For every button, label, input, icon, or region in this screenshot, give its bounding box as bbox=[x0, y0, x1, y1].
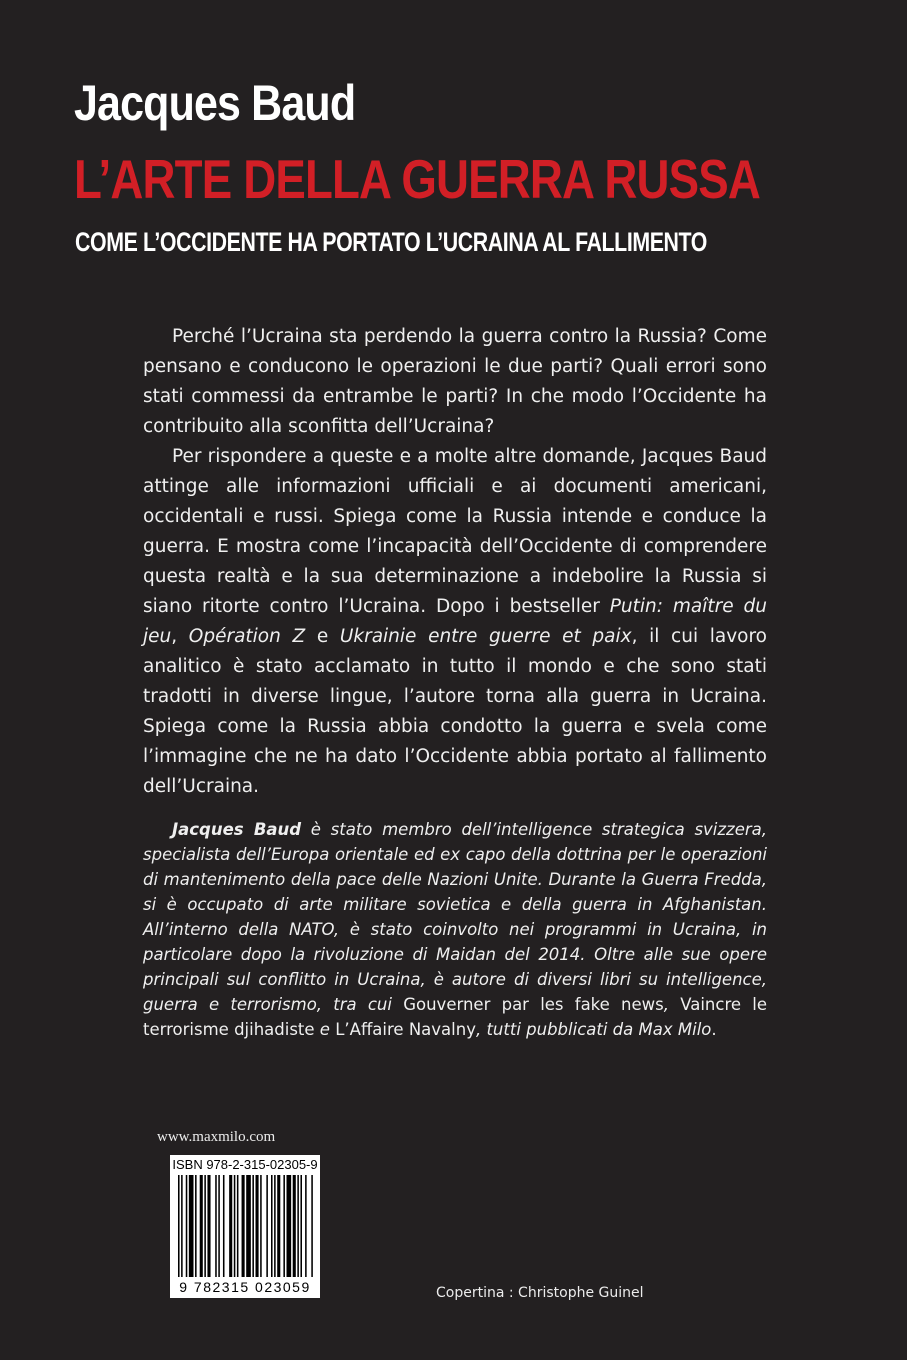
publisher-name: Max Milo bbox=[638, 1020, 712, 1039]
author-bio bbox=[143, 817, 767, 1042]
book-reference: Gouverner par les fake news bbox=[403, 995, 664, 1014]
barcode-bar bbox=[283, 1175, 285, 1277]
blurb-text: , il cui lavoro analitico è stato acclamato in tutto il mondo e che sono stati tradotti in diverse lingue, l’autore torna alla guerra in Ucraina. Spiega come la Russia abbia condotto la guerra e svela come l’immagine che ne ha dato l’Occidente abbia portato al fallimento dell’Ucraina. bbox=[143, 626, 767, 797]
book-reference: L’Affaire Navalny bbox=[335, 1020, 476, 1039]
barcode-bar bbox=[189, 1175, 194, 1277]
barcode-bar bbox=[178, 1175, 180, 1277]
barcode-bar bbox=[186, 1175, 188, 1277]
barcode-bar bbox=[237, 1175, 239, 1277]
barcode-bar bbox=[218, 1175, 220, 1277]
barcode-bar bbox=[271, 1175, 273, 1277]
publisher-website: www.maxmilo.com bbox=[157, 1129, 276, 1145]
book-reference: Opération Z bbox=[188, 626, 306, 647]
barcode-bar bbox=[246, 1175, 251, 1277]
book-subtitle: COME L’OCCIDENTE HA PORTATO L’UCRAINA AL FALLIMENTO bbox=[75, 227, 708, 257]
cover-credit: Copertina : Christophe Guinel bbox=[436, 1285, 644, 1301]
bio-text: , tutti pubblicati da bbox=[475, 1020, 639, 1039]
barcode-number: 9 782315 023059 bbox=[179, 1279, 311, 1295]
author-name: Jacques Baud bbox=[74, 75, 356, 131]
barcode-bar bbox=[204, 1175, 206, 1277]
barcode-bar bbox=[287, 1175, 292, 1277]
isbn-label: ISBN 978-2-315-02305-9 bbox=[172, 1157, 318, 1172]
barcode-bar bbox=[223, 1175, 225, 1277]
barcode-bar bbox=[305, 1175, 307, 1277]
separator: , bbox=[171, 626, 189, 647]
blurb-text: Per rispondere a queste e a molte altre domande, Jacques Baud attinge alle informazioni ufficiali e ai documenti americani, occidentali e russi. Spiega come la Russia intende e conduce la guerra. E mostra come l’incapacità dell’Occidente di comprendere questa realtà e la sua determinazione a indebolire la Russia si siano ritorte contro l’Ucraina. Dopo i bestseller bbox=[143, 446, 767, 617]
barcode-bar bbox=[207, 1175, 210, 1277]
barcode-bar bbox=[311, 1175, 313, 1277]
book-reference: Vaincre le terrorisme djihadiste bbox=[143, 995, 767, 1039]
book-title: L’ARTE DELLA GUERRA RUSSA bbox=[74, 148, 761, 210]
barcode bbox=[170, 1155, 320, 1298]
separator: e bbox=[305, 626, 340, 647]
separator: , bbox=[663, 995, 681, 1014]
separator: e bbox=[314, 1020, 336, 1039]
blurb-paragraph-2 bbox=[143, 442, 767, 802]
blurb-paragraph-1: Perché l’Ucraina sta perdendo la guerra contro la Russia? Come pensano e conducono le operazioni le due parti? Quali errori sono stati commessi da entrambe le parti? In che modo l’Occidente ha contribuito alla sconfitta dell’Ucraina? bbox=[143, 326, 767, 437]
barcode-bars bbox=[170, 1155, 320, 1298]
barcode-bar bbox=[229, 1175, 232, 1277]
book-reference: Ukrainie entre guerre et paix bbox=[339, 626, 632, 647]
barcode-bar bbox=[252, 1175, 254, 1277]
barcode-bar bbox=[277, 1175, 280, 1277]
blurb bbox=[143, 322, 767, 802]
bio-author-name: Jacques Baud bbox=[172, 820, 302, 839]
barcode-bar bbox=[256, 1175, 259, 1277]
barcode-bar bbox=[266, 1175, 268, 1277]
barcode-bar bbox=[195, 1175, 197, 1277]
barcode-bar bbox=[234, 1175, 236, 1277]
bio-text: è stato membro dell’intelligence strategica svizzera, specialista dell’Europa orientale ed ex capo della dottrina per le operazioni di mantenimento della pace delle Nazioni Unite. Durante la Guerra Fredda, si è occupato di arte militare sovietica e della guerra in Afghanistan. All’interno della NATO, è stato coinvolto nei programmi in Ucraina, in particolare dopo la rivoluzione di Maidan del 2014. Oltre alle sue opere principali sul conflitto in Ucraina, è autore di diversi libri su intelligence, guerra e terrorismo, tra cui bbox=[143, 820, 768, 1014]
barcode-bar bbox=[274, 1175, 276, 1277]
book-reference: Putin: maître du jeu bbox=[143, 596, 768, 647]
barcode-bar bbox=[300, 1175, 302, 1277]
barcode-bar bbox=[242, 1175, 245, 1277]
barcode-bar bbox=[215, 1175, 217, 1277]
bio-paragraph bbox=[143, 817, 767, 1042]
barcode-bar bbox=[297, 1175, 299, 1277]
barcode-bar bbox=[293, 1175, 296, 1277]
barcode-bar bbox=[181, 1175, 183, 1277]
barcode-bar bbox=[260, 1175, 262, 1277]
bio-end: . bbox=[711, 1020, 717, 1039]
barcode-bar bbox=[200, 1175, 203, 1277]
